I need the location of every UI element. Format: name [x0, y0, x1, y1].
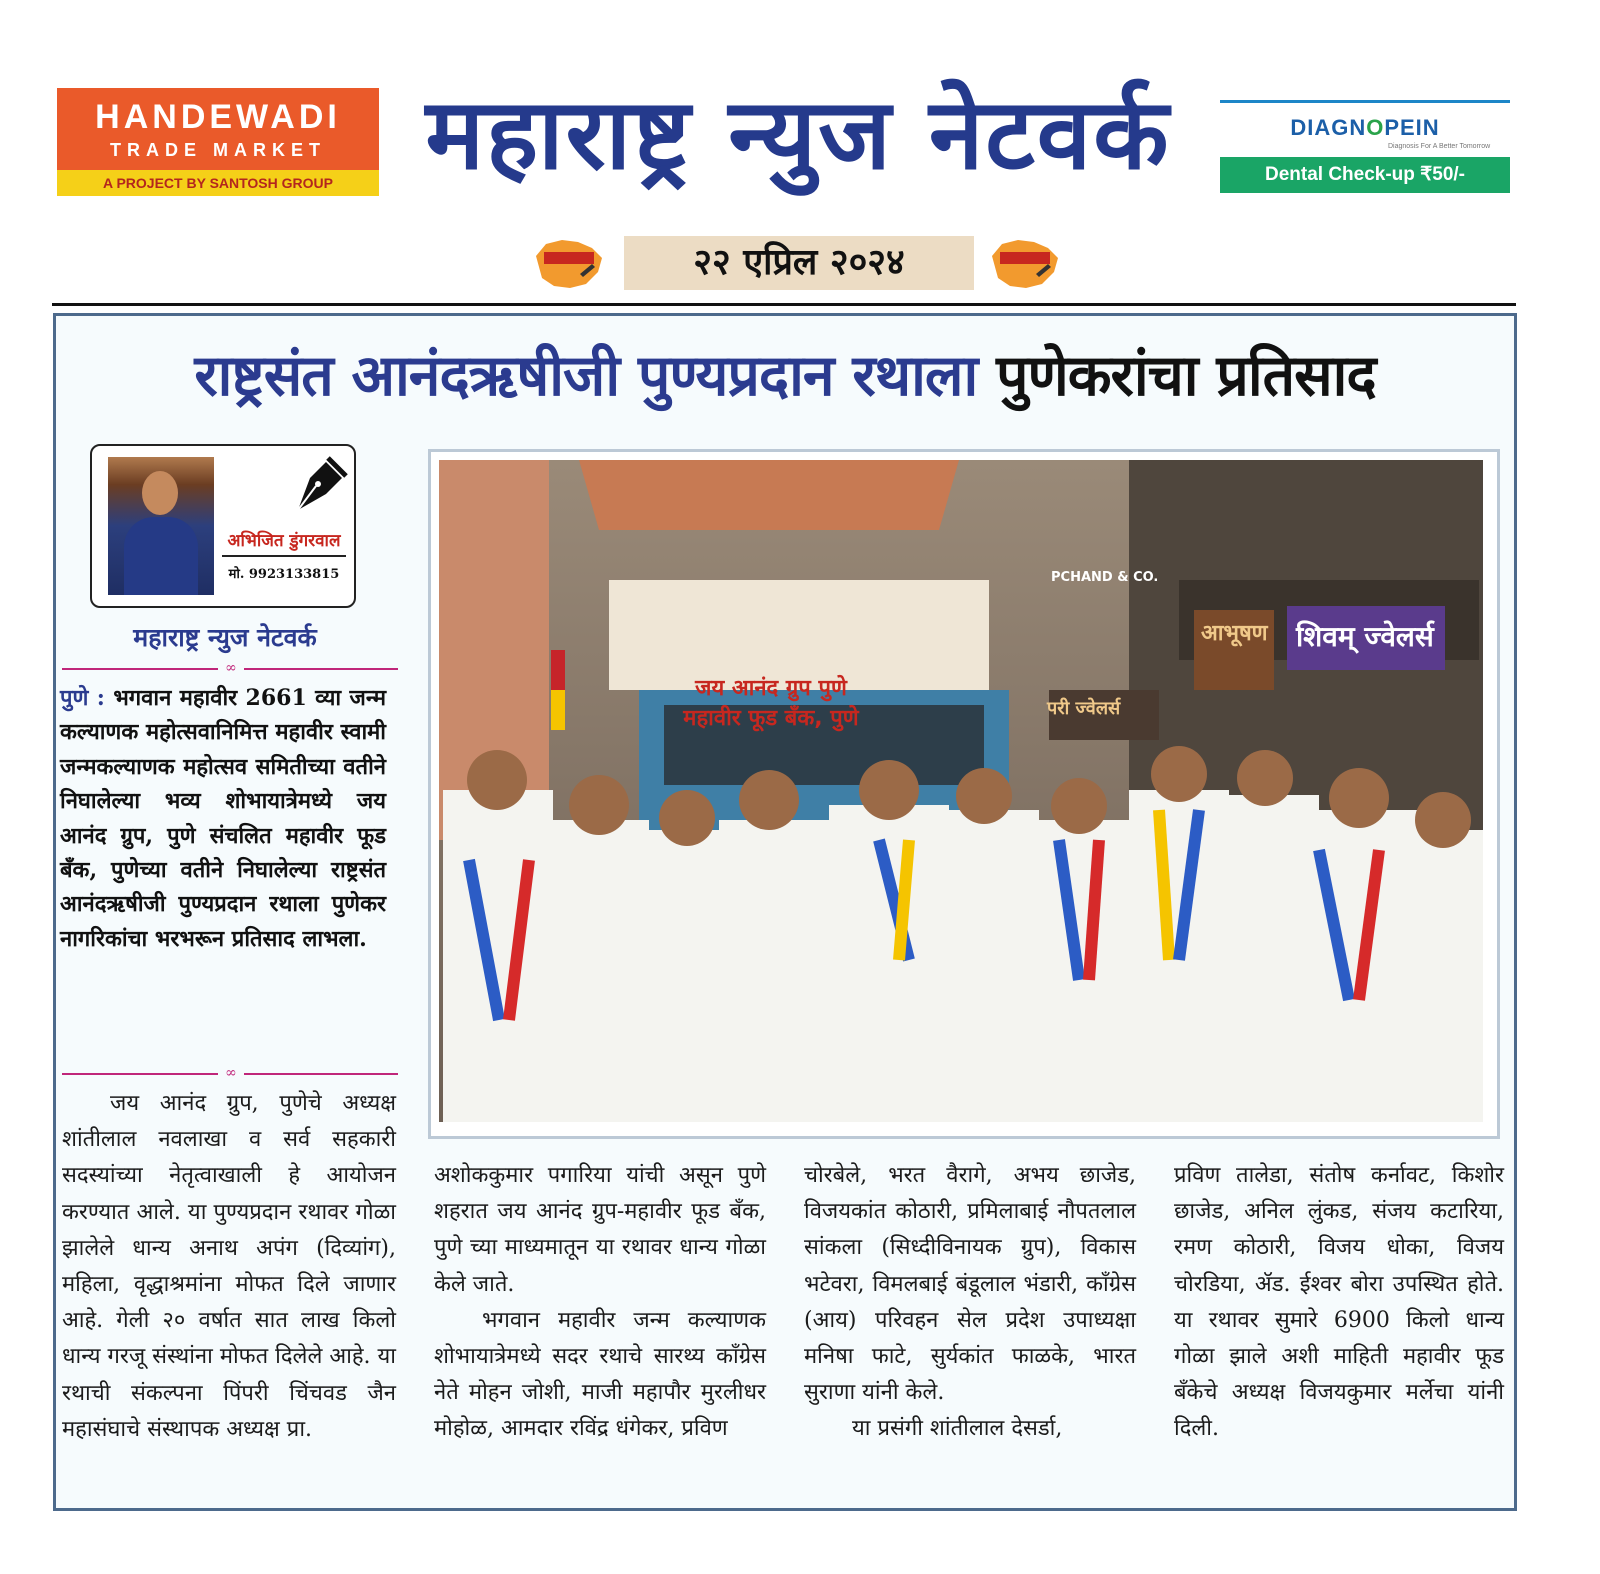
- article-photo[interactable]: [428, 449, 1500, 1139]
- brand-o: O: [1366, 115, 1385, 140]
- maharashtra-map-logo-right: [988, 236, 1062, 292]
- shop-sign-pari: परी ज्वेलर्स: [1047, 698, 1121, 719]
- brand-suffix: PEIN: [1384, 115, 1440, 140]
- truck-banner-line2: महावीर फूड बँक, पुणे: [683, 706, 859, 731]
- author-photo: [108, 457, 214, 595]
- newspaper-title: महाराष्ट्र न्युज नेटवर्क: [425, 78, 1171, 192]
- author-name: अभिजित डुंगरवाल: [222, 528, 346, 557]
- truck-banner-line1: जय आनंद ग्रुप पुणे: [695, 676, 847, 701]
- ad-left-line3: A PROJECT BY SANTOSH GROUP: [57, 170, 379, 196]
- brand-prefix: DIAGN: [1290, 115, 1367, 140]
- issue-date: २२ एप्रिल २०२४: [624, 236, 974, 290]
- article-column-3: [804, 1158, 1136, 1448]
- shop-sign-abhushan: आभूषण: [1201, 621, 1268, 646]
- shop-sign-pchand: PCHAND & CO.: [1051, 570, 1159, 585]
- masthead-rule: [52, 303, 1516, 306]
- column-2-paragraph-1: अशोककुमार पगारिया यांची असून पुणे शहरात जय आनंद ग्रुप-महावीर फूड बँक, पुणे च्या माध्यमातून या रथावर धान्य गोळा केले जाते.: [434, 1163, 766, 1297]
- article-lede: [60, 681, 386, 956]
- headline-part2: पुणेकरांचा प्रतिसाद: [996, 343, 1376, 409]
- divider-ornament: ∞: [218, 1064, 244, 1082]
- headline-part1: राष्ट्रसंत आनंदऋषीजी पुण्यप्रदान रथाला: [194, 343, 978, 409]
- author-card: [90, 444, 356, 608]
- byline-divider: [62, 660, 398, 676]
- divider-ornament: ∞: [218, 659, 244, 677]
- shop-sign-shivam: शिवम् ज्वेलर्स: [1296, 620, 1434, 653]
- lede-divider: [62, 1065, 398, 1081]
- ad-right-brand: [1220, 115, 1510, 141]
- ad-left-line2: TRADE MARKET: [110, 140, 326, 160]
- truck-banner: [631, 674, 911, 734]
- diagnopein-ad[interactable]: [1220, 100, 1510, 193]
- column-1-paragraph-1: जय आनंद ग्रुप, पुणेचे अध्यक्ष शांतीलाल नवलाखा व सर्व सहकारी सदस्यांच्या नेतृत्वाखाली हे आयोजन करण्यात आले. या पुण्यप्रदान रथावर गोळा झालेले धान्य अनाथ अपंग (दिव्यांग), महिला, वृद्धाश्रमांना मोफत दिले जाणार आहे. गेली २० वर्षात सात लाख किलो धान्य गरजू संस्थांना मोफत दिलेले आहे. या रथाची संकल्पना पिंपरी चिंचवड जैन महासंघाचे संस्थापक अध्यक्ष प्रा.: [62, 1091, 396, 1442]
- column-2-paragraph-2: भगवान महावीर जन्म कल्याणक शोभायात्रेमध्ये सदर रथाचे सारथ्य काँग्रेस नेते मोहन जोशी, माजी महापौर मुरलीधर मोहोळ, आमदार रविंद्र धंगेकर, प्रविण: [434, 1307, 766, 1442]
- author-phone: मो. 9923133815: [228, 567, 340, 582]
- article-column-1: [62, 1086, 396, 1448]
- column-3-paragraph-1: चोरबेले, भरत वैरागे, अभय छाजेड, विजयकांत कोठारी, प्रमिलाबाई नौपतलाल सांकला (सिध्दीविनायक ग्रुप), विकास भटेवरा, विमलबाई बंडूलाल भंडारी, काँग्रेस (आय) परिवहन सेल प्रदेश उपाध्यक्षा मनिषा फाटे, सुर्यकांत फाळके, भारत सुराणा यांनी केले.: [804, 1163, 1136, 1406]
- ad-right-tagline: Diagnosis For A Better Tomorrow: [1388, 143, 1491, 150]
- column-3-paragraph-2: या प्रसंगी शांतीलाल देसर्डा,: [852, 1416, 1063, 1442]
- maharashtra-map-logo-left: [532, 236, 606, 292]
- rath-group-photo: [439, 460, 1483, 1122]
- lede-text: भगवान महावीर 2661 व्या जन्म कल्याणक महोत्सवानिमित्त महावीर स्वामी जन्मकल्याणक महोत्सव समितीच्या वतीने निघालेल्या भव्य शोभायात्रेमध्ये जय आनंद ग्रुप, पुणे संचलित महावीर फूड बँक, पुणेच्या वतीने निघालेल्या राष्ट्रसंत आनंदऋषीजी पुण्यप्रदान रथाला पुणेकर नागरिकांचा भरभरून प्रतिसाद लाभला.: [60, 685, 386, 952]
- article-frame: [53, 313, 1517, 1511]
- article-column-4: [1174, 1158, 1504, 1448]
- fountain-pen-icon: [292, 452, 348, 516]
- byline: महाराष्ट्र न्युज नेटवर्क: [133, 623, 317, 652]
- column-4-paragraph-1: प्रविण तालेडा, संतोष कर्नावट, किशोर छाजेड, अनिल लुंकड, संजय कटारिया, रमण कोठारी, विजय धोका, विजय चोरडिया, ॲड. ईश्वर बोरा उपस्थित होते. या रथावर सुमारे 6900 किलो धान्य गोळा झाले अशी माहिती महावीर फूड बँकेचे अध्यक्ष विजयकुमार मर्लेचा यांनी दिली.: [1174, 1163, 1504, 1442]
- article-headline: [56, 334, 1514, 412]
- lede-place: पुणे :: [60, 685, 105, 711]
- ad-right-offer: Dental Check-up ₹50/-: [1220, 157, 1510, 193]
- ad-left-line1: HANDEWADI: [95, 98, 341, 136]
- handewadi-ad[interactable]: [57, 88, 379, 196]
- article-column-2: [434, 1158, 766, 1448]
